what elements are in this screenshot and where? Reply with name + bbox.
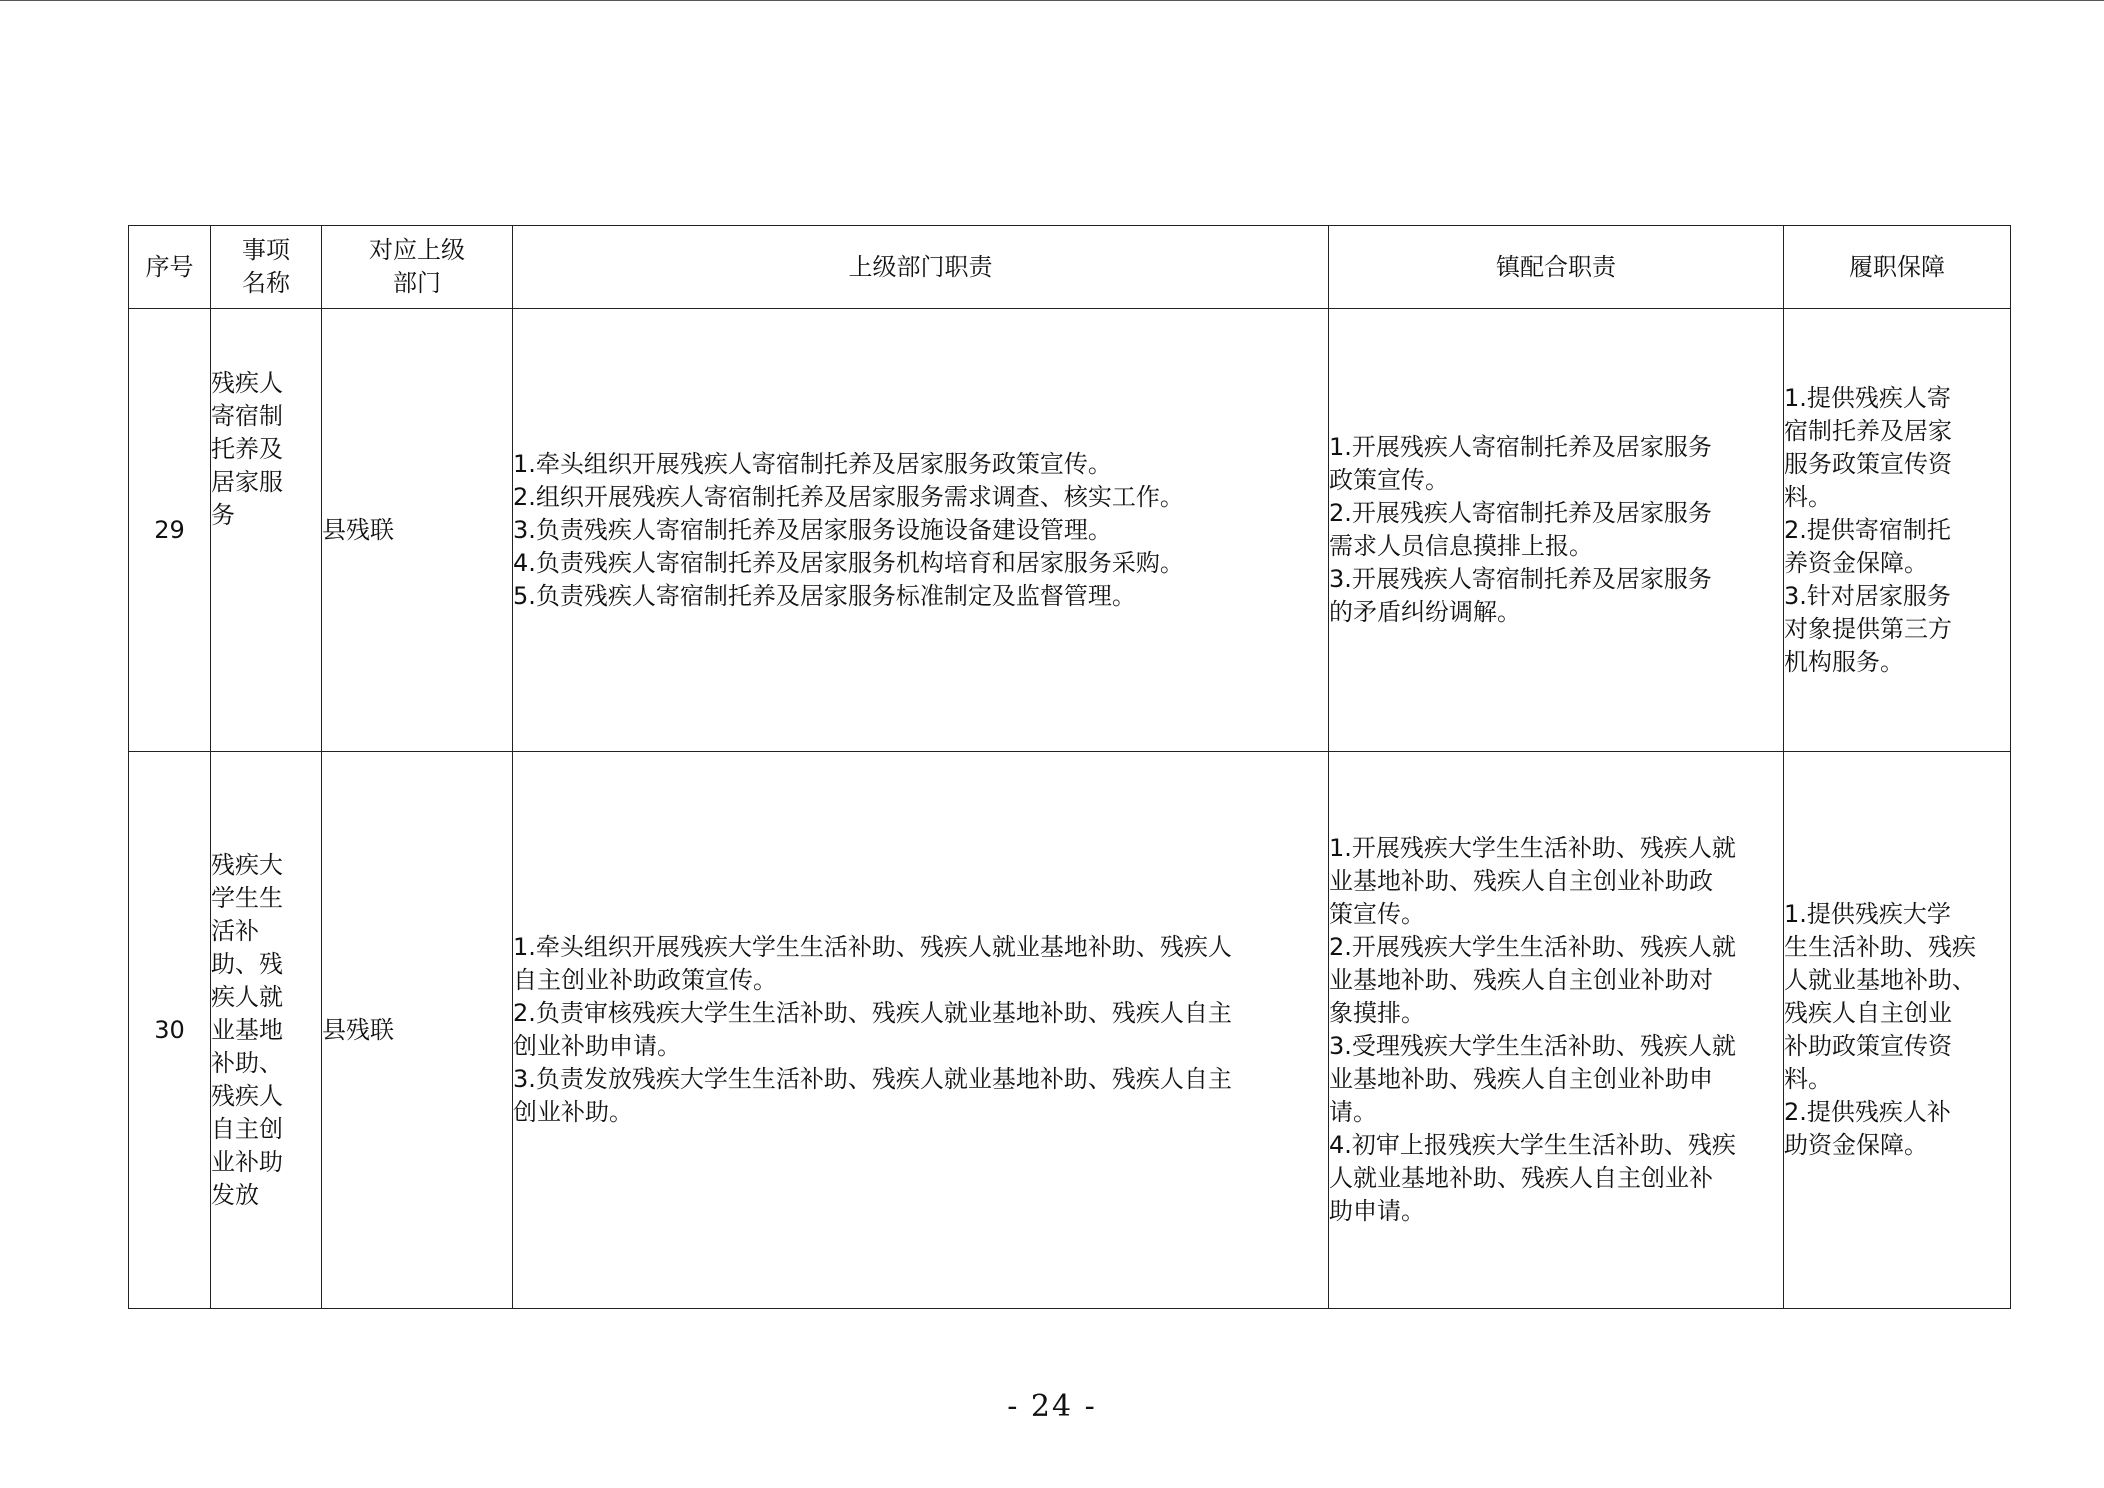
- header-number: 序号: [129, 226, 211, 309]
- superior-duties: 1.牵头组织开展残疾大学生生活补助、残疾人就业基地补助、残疾人 自主创业补助政策宣传。 2.负责审核残疾大学生生活补助、残疾人就业基地补助、残疾人自主 创业补助申请。 3.负责发放残疾大学生生活补助、残疾人就业基地补助、残疾人自主 创业补助。: [513, 752, 1329, 1309]
- header-guarantee: 履职保障: [1784, 226, 2011, 309]
- table-header-row: [129, 226, 2011, 309]
- table-row: [129, 309, 2011, 752]
- row-number: 29: [129, 309, 211, 752]
- superior-duties: 1.牵头组织开展残疾人寄宿制托养及居家服务政策宣传。 2.组织开展残疾人寄宿制托养及居家服务需求调查、核实工作。 3.负责残疾人寄宿制托养及居家服务设施设备建设管理。 4.负责残疾人寄宿制托养及居家服务机构培育和居家服务采购。 5.负责残疾人寄宿制托养及居家服务标准制定及监督管理。: [513, 309, 1329, 752]
- row-number: 30: [129, 752, 211, 1309]
- page-number: - 24 -: [1007, 1389, 1097, 1424]
- guarantee: 1.提供残疾大学 生生活补助、残疾 人就业基地补助、 残疾人自主创业 补助政策宣传资 料。 2.提供残疾人补 助资金保障。: [1784, 752, 2011, 1309]
- item-name: 残疾人 寄宿制 托养及 居家服 务: [211, 309, 322, 752]
- superior-department: 县残联: [322, 309, 513, 752]
- header-item-name: 事项 名称: [211, 226, 322, 309]
- duties-table: [128, 225, 2011, 1309]
- town-duties: 1.开展残疾人寄宿制托养及居家服务 政策宣传。 2.开展残疾人寄宿制托养及居家服务 需求人员信息摸排上报。 3.开展残疾人寄宿制托养及居家服务 的矛盾纠纷调解。: [1329, 309, 1784, 752]
- header-superior-department: 对应上级 部门: [322, 226, 513, 309]
- item-name: 残疾大 学生生 活补 助、残 疾人就 业基地 补助、 残疾人 自主创 业补助 发放: [211, 752, 322, 1309]
- header-town-duties: 镇配合职责: [1329, 226, 1784, 309]
- town-duties: 1.开展残疾大学生生活补助、残疾人就 业基地补助、残疾人自主创业补助政 策宣传。 2.开展残疾大学生生活补助、残疾人就 业基地补助、残疾人自主创业补助对 象摸排。 3.受理残疾大学生生活补助、残疾人就 业基地补助、残疾人自主创业补助申 请。 4.初审上报残疾大学生生活补助、残疾 人就业基地补助、残疾人自主创业补 助申请。: [1329, 752, 1784, 1309]
- superior-department: 县残联: [322, 752, 513, 1309]
- header-superior-duties: 上级部门职责: [513, 226, 1329, 309]
- table-row: [129, 752, 2011, 1309]
- guarantee: 1.提供残疾人寄 宿制托养及居家 服务政策宣传资 料。 2.提供寄宿制托 养资金保障。 3.针对居家服务 对象提供第三方 机构服务。: [1784, 309, 2011, 752]
- top-border-line: [0, 0, 2104, 1]
